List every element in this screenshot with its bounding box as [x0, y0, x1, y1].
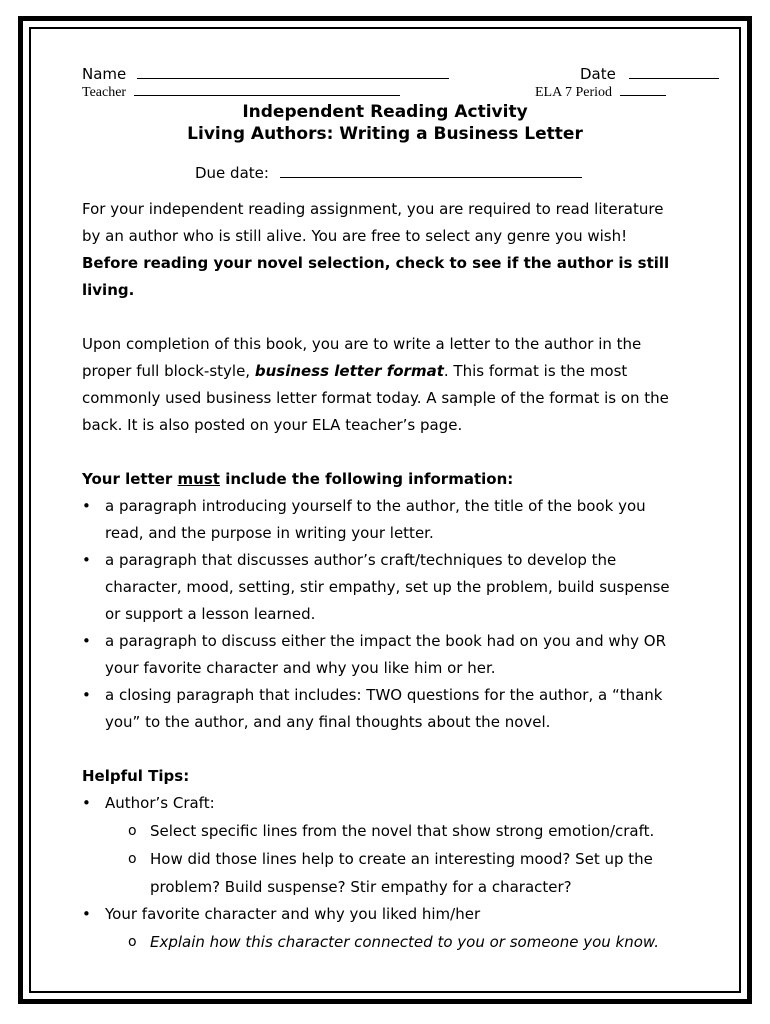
name-label: Name: [82, 65, 127, 83]
intro-bold-line: living.: [82, 281, 135, 299]
due-date-line: [280, 176, 582, 178]
completion-paragraph: [82, 331, 692, 439]
requirements-heading-text: include the following information:: [219, 470, 514, 488]
bullet-icon: •: [82, 686, 91, 704]
teacher-field[interactable]: [82, 85, 400, 101]
tips-heading: Helpful Tips:: [82, 767, 190, 785]
intro-bold-line: Before reading your novel selection, check to see if the author is still: [82, 254, 670, 272]
tip-subitem-line: problem? Build suspense? Stir empathy for a character?: [150, 878, 572, 896]
requirement-line: a paragraph to discuss either the impact the book had on you and why OR: [105, 632, 667, 650]
bullet-icon: •: [82, 905, 91, 923]
bullet-icon: •: [82, 794, 91, 812]
ela-period-field[interactable]: [535, 85, 666, 101]
intro-paragraph: [82, 196, 692, 304]
business-letter-format-emphasis: business letter format: [254, 362, 444, 380]
requirement-line: a paragraph introducing yourself to the author, the title of the book you: [105, 497, 646, 515]
period-line: [620, 94, 666, 96]
date-field[interactable]: [580, 65, 719, 83]
teacher-label: Teacher: [82, 85, 127, 100]
page-title: Independent Reading Activity: [242, 102, 528, 122]
name-field[interactable]: [82, 65, 449, 83]
intro-line: by an author who is still alive. You are free to select any genre you wish!: [82, 227, 628, 245]
ela-period-label: ELA 7 Period: [535, 85, 612, 100]
date-line: [629, 77, 719, 79]
due-date-field[interactable]: [195, 164, 582, 182]
sub-bullet-icon: o: [128, 934, 137, 950]
bullet-icon: •: [82, 497, 91, 515]
date-label: Date: [580, 65, 616, 83]
requirement-line: you” to the author, and any final thoughts about the novel.: [105, 713, 551, 731]
teacher-line: [134, 94, 400, 96]
bullet-icon: •: [82, 632, 91, 650]
tip-subitem-line: Select specific lines from the novel that show strong emotion/craft.: [150, 822, 655, 840]
requirement-line: read, and the purpose in writing your letter.: [105, 524, 434, 542]
completion-line: Upon completion of this book, you are to write a letter to the author in the: [82, 335, 642, 353]
requirement-line: your favorite character and why you like him or her.: [105, 659, 496, 677]
tip-label: Your favorite character and why you liked him/her: [105, 905, 481, 923]
requirements-heading-text: Your letter: [82, 470, 178, 488]
sub-bullet-icon: o: [128, 851, 137, 867]
tip-subitem-line: Explain how this character connected to you or someone you know.: [150, 933, 660, 951]
requirement-line: or support a lesson learned.: [105, 605, 316, 623]
completion-line: commonly used business letter format today. A sample of the format is on the: [82, 389, 669, 407]
must-emphasis: must: [177, 470, 220, 488]
requirements-heading: [82, 466, 692, 493]
requirement-line: a paragraph that discusses author’s craft/techniques to develop the: [105, 551, 617, 569]
bullet-icon: •: [82, 551, 91, 569]
completion-text: . This format is the most: [443, 362, 628, 380]
completion-line: [82, 358, 692, 385]
intro-line: For your independent reading assignment, you are required to read literature: [82, 200, 664, 218]
sub-bullet-icon: o: [128, 823, 137, 839]
due-date-label: Due date:: [195, 164, 269, 182]
completion-text: proper full block-style,: [82, 362, 255, 380]
requirement-line: character, mood, setting, stir empathy, set up the problem, build suspense: [105, 578, 670, 596]
requirement-line: a closing paragraph that includes: TWO questions for the author, a “thank: [105, 686, 663, 704]
tip-label: Author’s Craft:: [105, 794, 215, 812]
completion-line: back. It is also posted on your ELA teacher’s page.: [82, 416, 463, 434]
page-subtitle: Living Authors: Writing a Business Letter: [187, 124, 583, 144]
tip-subitem-line: How did those lines help to create an interesting mood? Set up the: [150, 850, 653, 868]
name-line: [137, 77, 449, 79]
